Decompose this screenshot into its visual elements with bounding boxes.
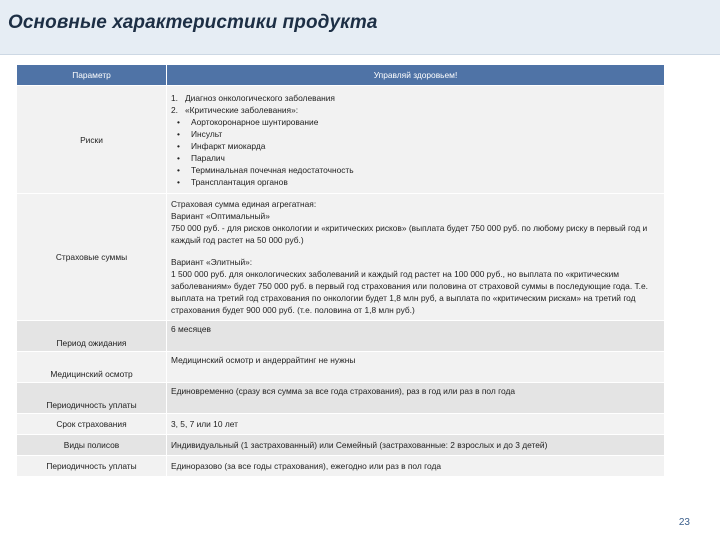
characteristics-table (16, 64, 665, 477)
table-header-row (17, 65, 665, 86)
list-item (171, 92, 660, 104)
item-number: 1. (171, 92, 178, 103)
bullet-icon: • (177, 116, 180, 127)
bullet-icon: • (177, 176, 180, 187)
term-value: 3, 5, 7 или 10 лет (167, 414, 665, 435)
frequency-2-value: Единоразово (за все годы страхования), ежегодно или раз в пол года (167, 456, 665, 477)
bullet-icon: • (177, 164, 180, 175)
list-item (171, 176, 660, 188)
item-text: Диагноз онкологического заболевания (185, 92, 335, 103)
risks-label: Риски (17, 86, 167, 194)
header-band (0, 0, 720, 55)
waiting-value: 6 месяцев (167, 321, 665, 352)
table-row-risks (17, 86, 665, 194)
item-text: Аортокоронарное шунтирование (191, 116, 319, 127)
sums-paragraph: Вариант «Элитный»: (171, 257, 253, 267)
frequency-value: Единовременно (сразу вся сумма за все года страхования), раз в год или раз в пол года (167, 383, 665, 414)
bullet-icon: • (177, 152, 180, 163)
list-item (171, 128, 660, 140)
waiting-label: Период ожидания (17, 321, 167, 352)
table-row-sums (17, 194, 665, 321)
risks-list (171, 92, 660, 116)
term-label: Срок страхования (17, 414, 167, 435)
list-item (171, 140, 660, 152)
header-param: Параметр (17, 65, 167, 86)
sums-paragraph: 1 500 000 руб. для онкологических заболеваний и каждый год растет на 100 000 руб., но выплата по «критическим заболеваниям» будет 750 000 руб. в первый год страхования или половина от страховой суммы в последующие года. Т.е. выплата на третий год страхования по онкологии будет 1,8 млн руб, а выплата по «критическим рискам» на третий год страхования будет 900 000 руб. (т.е. половина от 1,8 млн руб.) (171, 269, 648, 315)
table-row-types (17, 435, 665, 456)
risks-value (167, 86, 665, 194)
list-item (171, 164, 660, 176)
table-row-term (17, 414, 665, 435)
bullet-icon: • (177, 140, 180, 151)
list-item (171, 104, 660, 116)
sums-paragraph: Вариант «Оптимальный» (171, 211, 270, 221)
item-text: «Критические заболевания»: (185, 104, 299, 115)
bullet-icon: • (177, 128, 180, 139)
critical-diseases-list (171, 116, 660, 188)
sums-value (167, 194, 665, 321)
item-text: Трансплантация органов (191, 176, 288, 187)
table-row-waiting (17, 321, 665, 352)
page-title: Основные характеристики продукта (8, 12, 378, 33)
frequency-label: Периодичность уплаты (17, 383, 167, 414)
spacer (171, 246, 660, 256)
frequency-2-label: Периодичность уплаты (17, 456, 167, 477)
table-row-medical (17, 352, 665, 383)
item-text: Инсульт (191, 128, 223, 139)
medical-label: Медицинский осмотр (17, 352, 167, 383)
item-number: 2. (171, 104, 178, 115)
sums-label: Страховые суммы (17, 194, 167, 321)
sums-paragraph: Страховая сумма единая агрегатная: (171, 199, 317, 209)
header-value: Управляй здоровьем! (167, 65, 665, 86)
item-text: Паралич (191, 152, 225, 163)
page-number: 23 (678, 517, 690, 528)
sums-paragraph: 750 000 руб. - для рисков онкологии и «критических рисков» (выплата будет 750 000 руб. по любому риску в первый год и каждый год растет на 50 000 руб.) (171, 223, 648, 245)
list-item (171, 152, 660, 164)
table-row-frequency-2 (17, 456, 665, 477)
types-value: Индивидуальный (1 застрахованный) или Семейный (застрахованные: 2 взрослых и до 3 детей) (167, 435, 665, 456)
medical-value: Медицинский осмотр и андеррайтинг не нужны (167, 352, 665, 383)
item-text: Терминальная почечная недостаточность (191, 164, 354, 175)
list-item (171, 116, 660, 128)
table-row-frequency (17, 383, 665, 414)
item-text: Инфаркт миокарда (191, 140, 266, 151)
types-label: Виды полисов (17, 435, 167, 456)
